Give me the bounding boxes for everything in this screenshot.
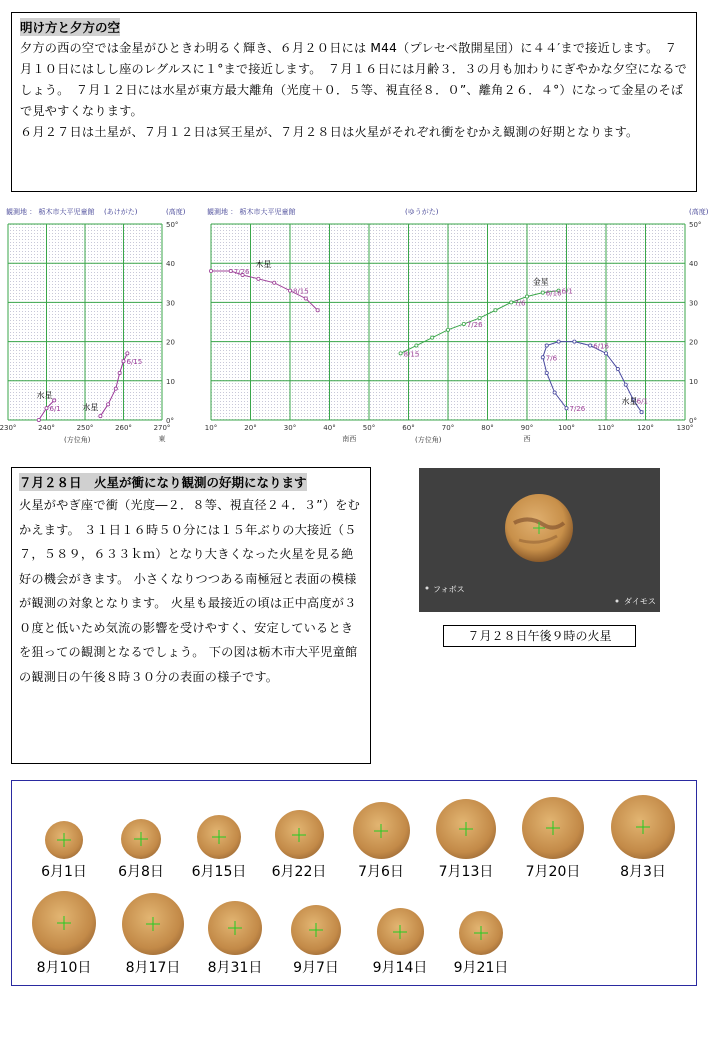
- data-point: [53, 399, 56, 402]
- series-name-label: 水星: [36, 391, 53, 401]
- mars-disk-thumb: [377, 908, 424, 955]
- mars-series-item: [445, 911, 517, 977]
- mars-series-item: [199, 901, 271, 977]
- date-label: 7/26: [569, 405, 586, 414]
- y-tick-label: 50°: [166, 221, 179, 229]
- data-point: [316, 309, 319, 312]
- mars-series-date: 8月31日: [207, 960, 263, 976]
- y-tick-label: 0°: [166, 417, 174, 425]
- date-label: 6/16: [545, 289, 562, 298]
- y-tick-label: 10: [166, 377, 175, 386]
- mars-article-title: ７月２８日 火星が衝になり観測の好期になります: [19, 475, 307, 490]
- data-point: [573, 340, 576, 343]
- data-point: [118, 371, 121, 374]
- deimos-label: ダイモス: [624, 597, 656, 606]
- y-axis-label: (高度): [689, 208, 709, 216]
- data-point: [541, 356, 544, 359]
- mars-series-date: 8月3日: [620, 864, 666, 880]
- data-point: [604, 352, 607, 355]
- crosshair-icon: [292, 828, 306, 842]
- evening-chart: [204, 200, 709, 448]
- data-point: [525, 295, 528, 298]
- phobos-dot: [426, 587, 429, 590]
- mars-disk-thumb: [353, 802, 410, 859]
- data-point: [114, 387, 117, 390]
- mars-series-date: 6月22日: [271, 864, 327, 880]
- mars-series-date: 6月1日: [41, 864, 87, 880]
- mars-disk-thumb: [522, 797, 584, 859]
- date-label: 6/15: [126, 358, 143, 367]
- mars-series-date: 7月13日: [438, 864, 494, 880]
- x-tick-label: 20°: [244, 424, 257, 432]
- y-tick-label: 20: [689, 338, 698, 347]
- deimos-dot: [616, 600, 619, 603]
- mars-series-item: [183, 815, 255, 881]
- x-tick-label: 50°: [362, 424, 376, 432]
- x-tick-label: 230°: [0, 424, 17, 432]
- data-point: [624, 383, 627, 386]
- y-tick-label: 40: [166, 260, 175, 269]
- data-point: [545, 371, 548, 374]
- direction-label: 西: [523, 435, 531, 443]
- mars-series-item: [607, 795, 679, 881]
- date-label: 8/15: [293, 287, 309, 296]
- crosshair-icon: [57, 833, 71, 847]
- date-label: 6/16: [593, 342, 609, 351]
- x-tick-label: 60°: [402, 424, 415, 432]
- chart-title: (ゆうがた): [405, 208, 439, 216]
- data-point: [99, 414, 102, 417]
- crosshair-icon: [212, 830, 226, 844]
- y-tick-label: 30: [689, 299, 698, 308]
- mars-photo: [419, 468, 660, 612]
- mars-series-item: [280, 905, 352, 977]
- crosshair-icon: [374, 824, 388, 838]
- mars-series-item: [28, 821, 100, 881]
- mars-series-item: [105, 819, 177, 881]
- mars-disk-thumb: [121, 819, 161, 859]
- mars-series-date: 9月14日: [372, 960, 428, 976]
- data-point: [446, 328, 449, 331]
- observer-label: 観測地 ： 栃木市大平児童館: [6, 208, 95, 216]
- date-label: 6/1: [561, 287, 573, 296]
- y-tick-label: 10: [689, 377, 698, 386]
- x-tick-label: 120°: [637, 424, 654, 432]
- phobos-label: フォボス: [433, 585, 465, 594]
- morning-evening-sky-article: [11, 12, 697, 192]
- mars-disk-thumb: [197, 815, 241, 859]
- series-name-label: 水星: [621, 397, 638, 407]
- y-tick-label: 50°: [689, 221, 702, 229]
- date-label: 7/26: [233, 268, 250, 277]
- y-tick-label: 30: [166, 299, 175, 308]
- x-tick-label: 130°: [676, 424, 694, 432]
- direction-label: 東: [158, 435, 166, 443]
- data-point: [399, 352, 402, 355]
- data-point: [107, 403, 110, 406]
- data-point: [541, 291, 544, 294]
- dawn-chart-svg: [0, 200, 186, 448]
- mars-series-item: [117, 893, 189, 977]
- data-point: [257, 277, 260, 280]
- data-point: [209, 269, 212, 272]
- data-point: [589, 344, 592, 347]
- crosshair-icon: [57, 916, 71, 930]
- x-tick-label: 80°: [481, 424, 494, 432]
- mars-disk-thumb: [122, 893, 184, 955]
- date-label: 7/6: [514, 299, 526, 308]
- mars-surface-series: [11, 780, 697, 986]
- dawn-chart: [0, 200, 186, 448]
- mars-series-date: 9月7日: [293, 960, 339, 976]
- x-tick-label: 270°: [153, 424, 171, 432]
- y-tick-label: 0°: [689, 417, 697, 425]
- data-point: [431, 336, 434, 339]
- data-point: [557, 340, 560, 343]
- x-tick-label: 240°: [38, 424, 55, 432]
- mars-series-date: 8月17日: [125, 960, 181, 976]
- series-name-label: 木星: [255, 259, 272, 269]
- mars-series-item: [345, 802, 417, 881]
- mars-disk-thumb: [611, 795, 675, 859]
- crosshair-icon: [459, 822, 473, 836]
- date-label: 6/1: [636, 397, 648, 406]
- x-tick-label: 250°: [76, 424, 94, 432]
- mars-article-body: 火星がやぎ座で衝（光度―２．８等、視直径２４．３”）をむかえます。 ３１日１６時５０分には１５年ぶりの大接近（５７，５８９，６３３ｋｍ）となり大きくなった火星を見る絶好の機会がきます。 小さくなりつつある南極冠と表面の模様が観測の対象となります。 火星も最接近の頃は正中高度が３０度と低いため気流の影響を受けやすく、安定しているときを狙っての観測となるでしょう。 下の図は栃木市大平児童館の観測日の午後８時３０分の表面の様子です。: [19, 498, 360, 684]
- crosshair-icon: [393, 925, 407, 939]
- mars-series-date: 7月6日: [358, 864, 404, 880]
- data-point: [37, 418, 40, 421]
- mars-photo-caption: ７月２８日午後９時の火星: [443, 625, 636, 647]
- observer-label: 観測地 ： 栃木市大平児童館: [207, 208, 296, 216]
- mars-series-item: [263, 810, 335, 881]
- direction-label: 南西: [342, 435, 357, 443]
- x-axis-label: (方位角): [415, 436, 442, 444]
- data-point: [45, 407, 48, 410]
- mars-disk-thumb: [436, 799, 496, 859]
- mars-opposition-article: [11, 467, 371, 764]
- mars-disk-thumb: [275, 810, 324, 859]
- data-point: [565, 407, 568, 410]
- data-point: [616, 367, 619, 370]
- y-axis-label: (高度): [166, 208, 186, 216]
- data-point: [640, 411, 643, 414]
- crosshair-icon: [228, 921, 242, 935]
- x-tick-label: 30°: [283, 424, 297, 432]
- article-body-2: ６月２７日は土星が、７月１２日は冥王星が、７月２８日は火星がそれぞれ衝をむかえ観測の好期となります。: [20, 125, 639, 139]
- mars-disk-thumb: [459, 911, 503, 955]
- mars-series-date: 9月21日: [453, 960, 509, 976]
- data-point: [304, 297, 307, 300]
- x-tick-label: 110°: [597, 424, 615, 432]
- mars-series-item: [430, 799, 502, 881]
- crosshair-icon: [146, 917, 160, 931]
- x-tick-label: 70°: [441, 424, 455, 432]
- chart-title: (あけがた): [104, 208, 138, 216]
- mars-disk-thumb: [208, 901, 262, 955]
- mars-disk-thumb: [291, 905, 341, 955]
- article-body: 夕方の西の空では金星がひときわ明るく輝き、６月２０日には M44（プレセペ散開星団）に４４′まで接近します。 ７月１０日にはしし座のレグルスに１°まで接近します。 ７月１６日には月齢３．３の月も加わりにぎやかな夕空になるでしょう。 ７月１２日には水星が東方最大離角（光度＋０．５等、視直径８．０”、離角２６．４°）になって金星のそばで見やすくなります。: [20, 41, 688, 118]
- date-label: 6/1: [49, 405, 61, 414]
- y-tick-label: 20: [166, 338, 175, 347]
- x-tick-label: 10°: [204, 424, 218, 432]
- date-label: 7/26: [466, 320, 483, 329]
- mars-series-item: [28, 891, 100, 977]
- data-point: [415, 344, 418, 347]
- mars-disk-thumb: [32, 891, 96, 955]
- data-point: [553, 391, 556, 394]
- data-point: [494, 309, 497, 312]
- mars-series-item: [517, 797, 589, 881]
- crosshair-icon: [474, 926, 488, 940]
- x-tick-label: 90°: [520, 424, 534, 432]
- series-name-label: 金星: [532, 277, 549, 287]
- data-point: [478, 316, 481, 319]
- data-point: [545, 344, 548, 347]
- data-point: [122, 360, 125, 363]
- date-label: 7/6: [545, 354, 558, 363]
- x-tick-label: 100°: [558, 424, 575, 432]
- data-point: [510, 301, 513, 304]
- article-title: 明け方と夕方の空: [20, 20, 121, 35]
- mars-series-date: 8月10日: [36, 960, 92, 976]
- data-point: [229, 269, 232, 272]
- mars-series-date: 7月20日: [525, 864, 581, 880]
- date-label: 8/15: [403, 350, 420, 359]
- series-name-label: 水星: [82, 403, 99, 413]
- data-point: [126, 352, 129, 355]
- x-axis-label: (方位角): [64, 436, 91, 444]
- x-tick-label: 260°: [115, 424, 132, 432]
- crosshair-icon: [309, 923, 323, 937]
- y-tick-label: 40: [689, 260, 698, 269]
- data-point: [288, 289, 291, 292]
- evening-chart-svg: [204, 200, 709, 448]
- data-point: [462, 322, 465, 325]
- crosshair-icon: [546, 821, 560, 835]
- x-tick-label: 40°: [323, 424, 336, 432]
- mars-disk-thumb: [45, 821, 83, 859]
- mars-series-item: [364, 908, 436, 977]
- mars-series-date: 6月8日: [118, 864, 164, 880]
- crosshair-icon: [636, 820, 650, 834]
- mars-series-date: 6月15日: [191, 864, 247, 880]
- crosshair-icon: [134, 832, 148, 846]
- data-point: [273, 281, 276, 284]
